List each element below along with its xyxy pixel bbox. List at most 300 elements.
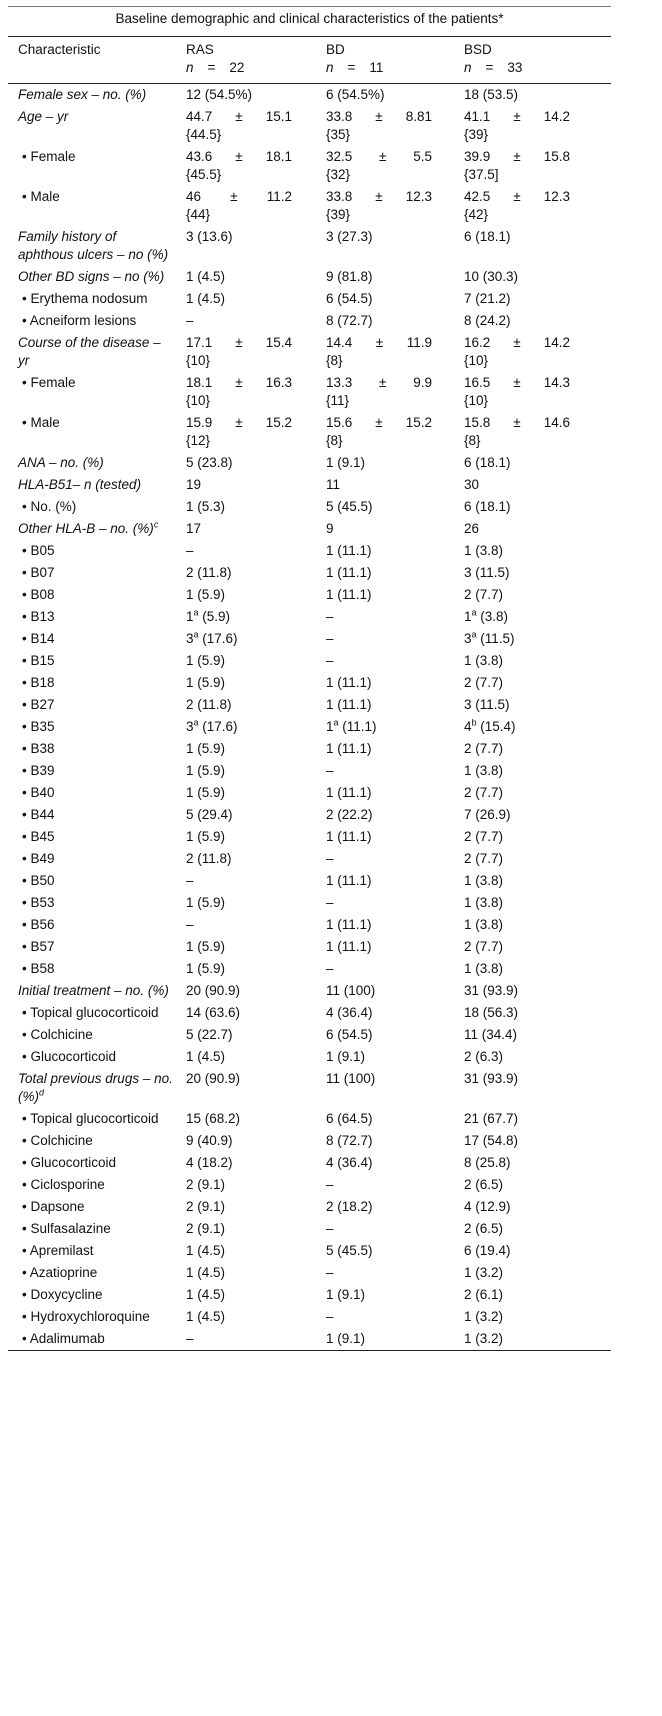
table-row <box>8 310 611 332</box>
sd-value: 14.3 <box>543 375 570 390</box>
median-value: {44.5} <box>186 127 222 142</box>
row-sub-label <box>8 562 180 584</box>
row-label-text: Course of the disease – yr <box>18 335 161 368</box>
column-header-ras: RAS <box>180 37 320 60</box>
table-cell: 12 (54.5%) <box>186 87 253 102</box>
row-label-text: Family history of aphthous ulcers – no (%) <box>18 229 169 262</box>
table-cell: 1 (3.8) <box>464 873 504 888</box>
row-sub-label <box>8 628 180 650</box>
table-cell: 1 (11.1) <box>326 697 372 712</box>
plus-minus-symbol: ± <box>235 375 243 390</box>
row-label-text: ANA – no. (%) <box>18 455 104 470</box>
table-row <box>8 452 611 474</box>
percent-value: (11.1) <box>338 719 377 734</box>
footnote-marker: a <box>193 629 199 640</box>
table-row <box>8 288 611 310</box>
table-cell: 1 (11.1) <box>326 873 372 888</box>
table-cell: 1 (3.8) <box>464 895 504 910</box>
sd-value: 14.6 <box>543 415 570 430</box>
table-cell: 1 (11.1) <box>326 675 372 690</box>
row-label-text: • Hydroxychloroquine <box>22 1309 150 1324</box>
table-row <box>8 84 611 107</box>
median-value: {10} <box>186 393 211 408</box>
table-row <box>8 826 611 848</box>
table-cell: 31 (93.9) <box>464 1071 519 1086</box>
table-cell <box>458 106 611 146</box>
row-sub-label <box>8 760 180 782</box>
mean-value: 15.6 <box>326 415 353 430</box>
row-label-text: • B07 <box>22 565 55 580</box>
table-cell: 1 (11.1) <box>326 939 372 954</box>
table-row <box>8 1174 611 1196</box>
row-label-text: • Topical glucocorticoid <box>22 1111 159 1126</box>
row-label-text: • Female <box>22 149 76 164</box>
footnote-marker: d <box>39 1087 45 1098</box>
row-label-text: • B38 <box>22 741 55 756</box>
table-cell <box>180 372 320 412</box>
table-cell: 11 (100) <box>326 1071 376 1086</box>
row-label-text: • B18 <box>22 675 55 690</box>
table-cell: 17 <box>186 521 202 536</box>
row-label-text: • B27 <box>22 697 55 712</box>
row-label-text: • Colchicine <box>22 1027 93 1042</box>
mean-sd <box>464 414 570 432</box>
table-cell: – <box>186 543 194 558</box>
table-cell: 2 (9.1) <box>186 1221 226 1236</box>
table-cell <box>320 412 458 452</box>
table-cell: 1 (5.9) <box>186 653 226 668</box>
table-row <box>8 1130 611 1152</box>
table-cell <box>320 332 458 372</box>
row-label-text: • Acneiform lesions <box>22 313 137 328</box>
sd-value: 12.3 <box>543 189 570 204</box>
table-cell: 18 (56.3) <box>464 1005 519 1020</box>
n-symbol: n <box>464 60 472 75</box>
table-cell: 1 (5.9) <box>186 961 226 976</box>
table-row <box>8 266 611 288</box>
mean-sd <box>464 188 570 206</box>
table-cell: 1 (3.2) <box>464 1265 504 1280</box>
percent-value: (3.8) <box>476 609 509 624</box>
table-row <box>8 1306 611 1328</box>
table-cell: 1 (5.9) <box>186 829 226 844</box>
table-cell: 3 (13.6) <box>186 229 233 244</box>
row-label-text: • B45 <box>22 829 55 844</box>
table-cell: 2 (6.5) <box>464 1221 504 1236</box>
mean-value: 42.5 <box>464 189 491 204</box>
row-label-text: • B39 <box>22 763 55 778</box>
median-value: {39} <box>464 127 489 142</box>
plus-minus-symbol: ± <box>513 375 521 390</box>
row-label-text: • B58 <box>22 961 55 976</box>
mean-value: 41.1 <box>464 109 491 124</box>
plus-minus-symbol: ± <box>513 189 521 204</box>
count-value: 1 <box>464 609 472 624</box>
sd-value: 11.9 <box>406 335 432 350</box>
table-row <box>8 804 611 826</box>
mean-value: 16.2 <box>464 335 491 350</box>
table-row <box>8 1068 611 1108</box>
median-value: {11} <box>326 393 350 408</box>
table-cell: – <box>326 1177 334 1192</box>
row-label-text: • B57 <box>22 939 55 954</box>
mean-sd <box>326 108 432 126</box>
table-cell <box>180 186 320 226</box>
mean-sd <box>326 188 432 206</box>
footnote-marker: c <box>153 519 159 530</box>
row-sub-label <box>8 782 180 804</box>
table-cell: 1 (5.9) <box>186 763 226 778</box>
row-label-text: Total previous drugs – no. (%) <box>18 1071 173 1104</box>
table-cell <box>180 628 320 650</box>
table-cell: 2 (9.1) <box>186 1199 226 1214</box>
row-category-label <box>8 474 180 496</box>
median-value: {32} <box>326 167 351 182</box>
median-value: {12} <box>186 433 211 448</box>
mean-value: 44.7 <box>186 109 213 124</box>
mean-sd <box>464 108 570 126</box>
table-cell: 5 (29.4) <box>186 807 233 822</box>
count-value: 3 <box>186 631 194 646</box>
table-cell: 7 (21.2) <box>464 291 511 306</box>
row-sub-label <box>8 694 180 716</box>
sd-value: 14.2 <box>543 335 570 350</box>
plus-minus-symbol: ± <box>375 335 384 350</box>
table-cell: 1 (4.5) <box>186 1287 226 1302</box>
table-cell: 26 <box>464 521 480 536</box>
table-cell: 9 <box>326 521 334 536</box>
table-cell: 8 (72.7) <box>326 1133 373 1148</box>
row-label-text: • Glucocorticoid <box>22 1049 117 1064</box>
mean-sd <box>186 374 292 392</box>
footnote-marker: a <box>333 717 339 728</box>
table-row <box>8 980 611 1002</box>
table-cell: 19 <box>186 477 202 492</box>
table-cell: 3 (11.5) <box>464 697 510 712</box>
table-cell: 6 (18.1) <box>464 229 511 244</box>
table-cell: – <box>326 631 334 646</box>
row-sub-label <box>8 1196 180 1218</box>
sd-value: 18.1 <box>265 149 292 164</box>
row-label-text: • Doxycycline <box>22 1287 103 1302</box>
table-cell: – <box>186 313 194 328</box>
table-cell: 5 (23.8) <box>186 455 233 470</box>
percent-value: (17.6) <box>198 631 238 646</box>
table-cell: 8 (25.8) <box>464 1155 511 1170</box>
median-value: {8} <box>326 353 343 368</box>
table-cell: 17 (54.8) <box>464 1133 519 1148</box>
table-row <box>8 958 611 980</box>
plus-minus-symbol: ± <box>230 189 238 204</box>
plus-minus-symbol: ± <box>235 415 243 430</box>
table-row <box>8 694 611 716</box>
table-cell <box>320 106 458 146</box>
median-value: {8} <box>326 433 343 448</box>
table-cell: 1 (4.5) <box>186 1049 226 1064</box>
count-value: 1 <box>326 719 334 734</box>
table-cell: – <box>326 961 334 976</box>
table-row <box>8 1046 611 1068</box>
table-row <box>8 332 611 372</box>
row-sub-label <box>8 1174 180 1196</box>
plus-minus-symbol: ± <box>235 109 243 124</box>
table-row <box>8 1002 611 1024</box>
table-cell: 2 (11.8) <box>186 851 232 866</box>
table-cell <box>458 412 611 452</box>
table-cell: 18 (53.5) <box>464 87 519 102</box>
equals-sign: = <box>207 60 216 75</box>
table-cell: 4 (18.2) <box>186 1155 233 1170</box>
table-row <box>8 412 611 452</box>
row-label-text: • No. (%) <box>22 499 77 514</box>
row-label-text: • Adalimumab <box>22 1331 105 1346</box>
plus-minus-symbol: ± <box>513 415 521 430</box>
row-label-text: • Apremilast <box>22 1243 94 1258</box>
table-cell: 11 <box>326 477 341 492</box>
row-label-text: • Colchicine <box>22 1133 93 1148</box>
table-cell <box>458 186 611 226</box>
table-cell <box>180 332 320 372</box>
sd-value: 15.2 <box>405 415 432 430</box>
sd-value: 12.3 <box>405 189 432 204</box>
mean-value: 14.4 <box>326 335 353 350</box>
table-cell: 1 (11.1) <box>326 587 372 602</box>
mean-value: 33.8 <box>326 189 353 204</box>
table-row <box>8 760 611 782</box>
table-cell: 1 (9.1) <box>326 1049 366 1064</box>
table-cell: 6 (18.1) <box>464 455 511 470</box>
table-row <box>8 914 611 936</box>
plus-minus-symbol: ± <box>235 149 243 164</box>
median-value: {37.5] <box>464 167 499 182</box>
table-cell: 6 (64.5) <box>326 1111 373 1126</box>
row-sub-label <box>8 716 180 738</box>
percent-value: (11.5) <box>476 631 515 646</box>
table-cell: – <box>326 763 334 778</box>
table-container <box>8 0 611 1351</box>
table-cell <box>458 716 611 738</box>
table-row <box>8 1328 611 1351</box>
table-cell: 6 (54.5) <box>326 291 373 306</box>
table-cell: 5 (22.7) <box>186 1027 233 1042</box>
median-value: {44} <box>186 207 211 222</box>
row-sub-label <box>8 372 180 412</box>
plus-minus-symbol: ± <box>375 189 383 204</box>
table-cell: 2 (7.7) <box>464 939 504 954</box>
table-cell: 1 (5.9) <box>186 895 226 910</box>
row-sub-label <box>8 310 180 332</box>
count-value: 3 <box>464 631 472 646</box>
table-row <box>8 1152 611 1174</box>
table-cell: 15 (68.2) <box>186 1111 241 1126</box>
median-value: {10} <box>464 353 489 368</box>
table-cell: 21 (67.7) <box>464 1111 519 1126</box>
table-cell <box>458 372 611 412</box>
table-cell: – <box>326 1265 334 1280</box>
table-cell: – <box>326 1309 334 1324</box>
table-cell: 2 (7.7) <box>464 829 504 844</box>
row-sub-label <box>8 186 180 226</box>
row-category-label <box>8 980 180 1002</box>
table-cell: 2 (11.8) <box>186 697 232 712</box>
mean-sd <box>326 374 432 392</box>
table-cell: 3 (11.5) <box>464 565 510 580</box>
row-sub-label <box>8 672 180 694</box>
header-row <box>8 37 611 60</box>
row-label-text: • Sulfasalazine <box>22 1221 111 1236</box>
row-label-text: Age – yr <box>18 109 69 124</box>
column-header-bd: BD <box>320 37 458 60</box>
table-row <box>8 540 611 562</box>
table-cell <box>320 146 458 186</box>
table-row <box>8 650 611 672</box>
median-value: {45.5} <box>186 167 222 182</box>
sd-value: 5.5 <box>413 149 432 164</box>
table-row <box>8 1284 611 1306</box>
mean-value: 16.5 <box>464 375 491 390</box>
table-row <box>8 1218 611 1240</box>
sd-value: 9.9 <box>413 375 432 390</box>
median-value: {39} <box>326 207 351 222</box>
equals-sign: = <box>347 60 356 75</box>
table-cell: 1 (11.1) <box>326 565 372 580</box>
sd-value: 15.2 <box>265 415 292 430</box>
count-value: 4 <box>464 719 472 734</box>
mean-value: 33.8 <box>326 109 353 124</box>
mean-sd <box>464 374 570 392</box>
table-row <box>8 1196 611 1218</box>
table-cell: 1 (4.5) <box>186 1243 226 1258</box>
header-spacer <box>8 59 180 84</box>
row-label-text: • Ciclosporine <box>22 1177 105 1192</box>
n-symbol: n <box>326 60 334 75</box>
n-symbol: n <box>186 60 194 75</box>
mean-sd <box>326 148 432 166</box>
row-label-text: • B50 <box>22 873 55 888</box>
table-cell: 7 (26.9) <box>464 807 511 822</box>
table-row <box>8 584 611 606</box>
table-cell: 11 (34.4) <box>464 1027 518 1042</box>
row-sub-label <box>8 738 180 760</box>
header-n-row <box>8 59 611 84</box>
table-cell: 8 (24.2) <box>464 313 511 328</box>
table-cell: 1 (9.1) <box>326 1287 366 1302</box>
row-label-text: • B14 <box>22 631 55 646</box>
row-label-text: Other BD signs – no (%) <box>18 269 165 284</box>
row-sub-label <box>8 288 180 310</box>
median-value: {42} <box>464 207 489 222</box>
mean-sd <box>186 148 292 166</box>
percent-value: (15.4) <box>476 719 516 734</box>
sd-value: 8.81 <box>405 109 432 124</box>
table-cell: 1 (11.1) <box>326 917 372 932</box>
table-cell: 1 (4.5) <box>186 1265 226 1280</box>
row-category-label <box>8 226 180 266</box>
table-cell <box>180 412 320 452</box>
row-sub-label <box>8 1284 180 1306</box>
plus-minus-symbol: ± <box>375 109 383 124</box>
table-cell: 1 (5.9) <box>186 741 226 756</box>
table-cell: – <box>326 653 334 668</box>
table-cell: 10 (30.3) <box>464 269 519 284</box>
table-cell: 1 (3.2) <box>458 1328 611 1351</box>
row-label-text: Initial treatment – no. (%) <box>18 983 169 998</box>
mean-value: 15.9 <box>186 415 213 430</box>
mean-value: 39.9 <box>464 149 491 164</box>
row-label-text: • Erythema nodosum <box>22 291 148 306</box>
table-cell: 31 (93.9) <box>464 983 519 998</box>
row-sub-label <box>8 1152 180 1174</box>
table-cell: 20 (90.9) <box>186 983 241 998</box>
table-cell: 1 (9.1) <box>320 1328 458 1351</box>
table-cell: 1 (3.2) <box>464 1309 504 1324</box>
table-cell <box>180 106 320 146</box>
table-cell: 1 (3.8) <box>464 653 504 668</box>
row-sub-label <box>8 870 180 892</box>
n-bd <box>320 59 458 84</box>
row-sub-label <box>8 584 180 606</box>
table-cell: 2 (9.1) <box>186 1177 226 1192</box>
row-sub-label <box>8 1240 180 1262</box>
plus-minus-symbol: ± <box>513 335 521 350</box>
count-value: 1 <box>186 609 194 624</box>
percent-value: (5.9) <box>198 609 231 624</box>
mean-sd <box>326 334 432 352</box>
table-row <box>8 106 611 146</box>
row-sub-label <box>8 914 180 936</box>
table-cell: 1 (11.1) <box>326 785 372 800</box>
plus-minus-symbol: ± <box>379 375 387 390</box>
median-value: {10} <box>186 353 211 368</box>
table-row <box>8 1262 611 1284</box>
table-body <box>8 84 611 1351</box>
mean-value: 18.1 <box>186 375 213 390</box>
mean-sd <box>464 334 570 352</box>
table-cell: 2 (11.8) <box>186 565 232 580</box>
table-cell: – <box>326 609 334 624</box>
table-cell: 4 (36.4) <box>326 1155 373 1170</box>
table-cell: 20 (90.9) <box>186 1071 241 1086</box>
row-category-label <box>8 518 180 540</box>
table-cell <box>458 146 611 186</box>
table-cell: – <box>326 1221 334 1236</box>
table-row <box>8 186 611 226</box>
row-label-text: • Glucocorticoid <box>22 1155 117 1170</box>
count-value: 3 <box>186 719 194 734</box>
table-cell: 30 <box>464 477 480 492</box>
table-row <box>8 738 611 760</box>
table-row <box>8 1108 611 1130</box>
row-label-text: Other HLA-B – no. (%) <box>18 521 154 536</box>
table-cell: – <box>186 917 194 932</box>
table-caption: Baseline demographic and clinical characteristics of the patients* <box>8 6 611 36</box>
row-label-text: • Female <box>22 375 76 390</box>
row-sub-label <box>8 1262 180 1284</box>
table-cell: 2 (18.2) <box>326 1199 373 1214</box>
column-header-bsd: BSD <box>458 37 611 60</box>
row-sub-label <box>8 1108 180 1130</box>
row-sub-label <box>8 650 180 672</box>
median-value: {35} <box>326 127 351 142</box>
sd-value: 16.3 <box>265 375 292 390</box>
row-label-text: • B40 <box>22 785 55 800</box>
n-ras <box>180 59 320 84</box>
table-cell: 8 (72.7) <box>326 313 373 328</box>
table-cell <box>458 628 611 650</box>
row-label-text: • B08 <box>22 587 55 602</box>
mean-value: 17.1 <box>186 335 213 350</box>
table-cell <box>320 186 458 226</box>
